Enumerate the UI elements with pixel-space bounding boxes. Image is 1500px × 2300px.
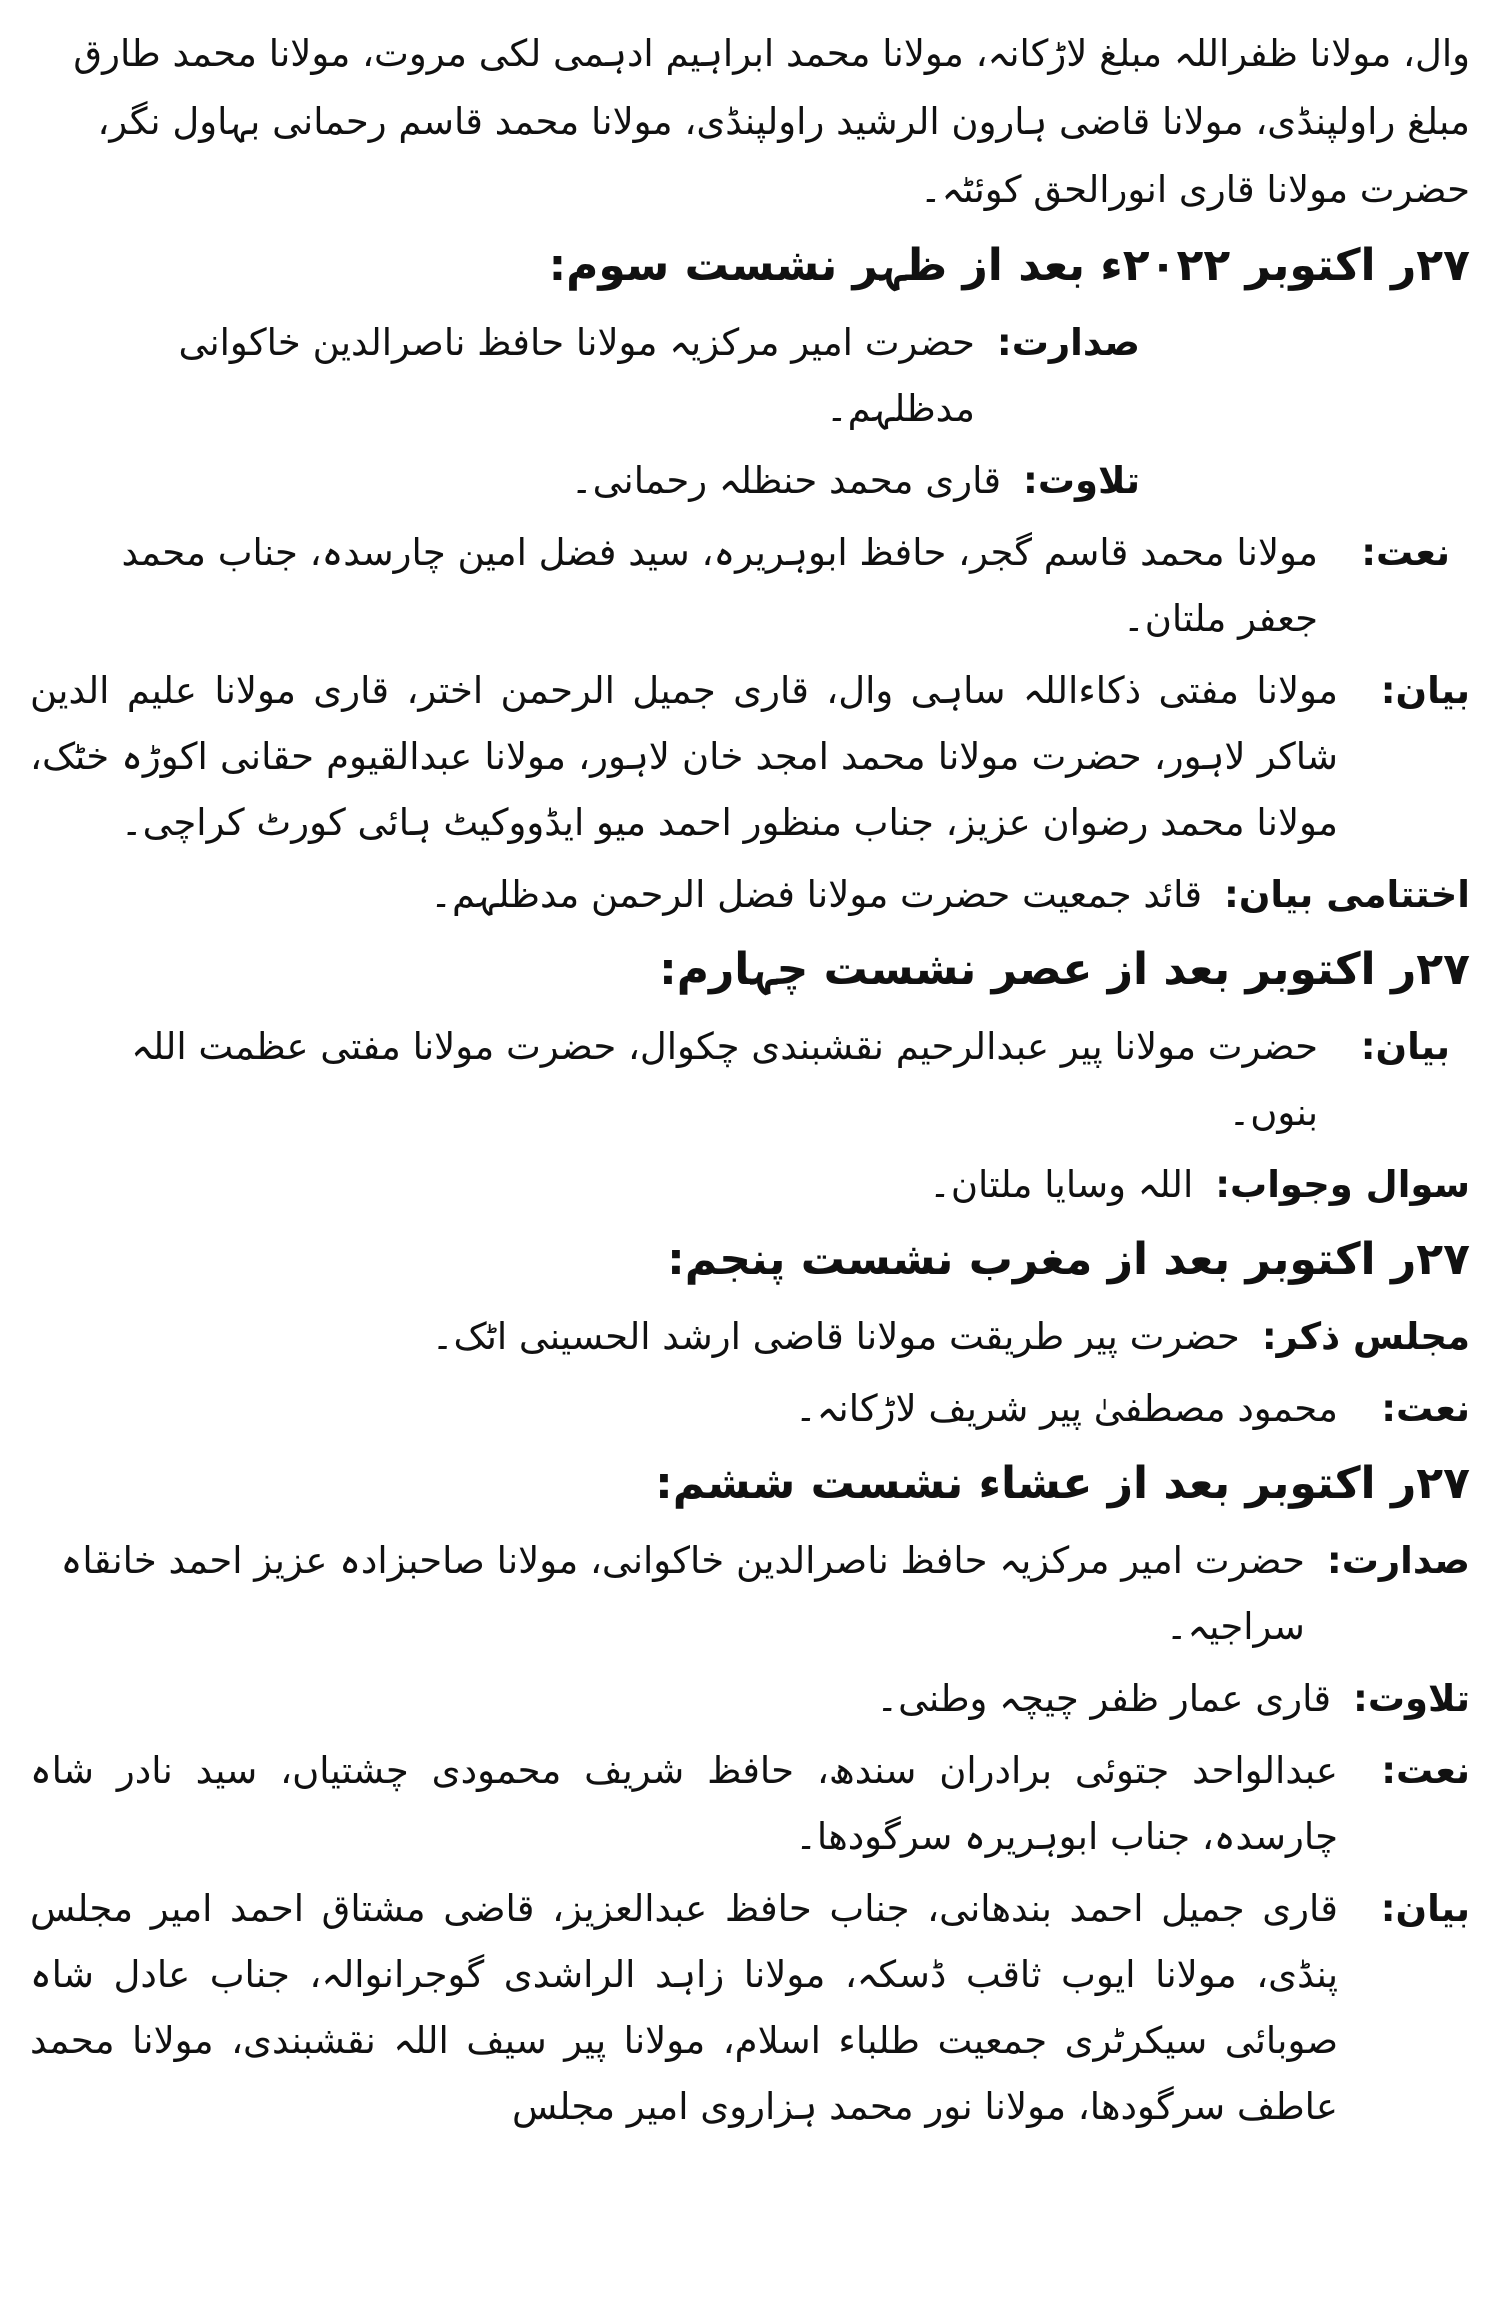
session-6-recitation-text: قاری عمار ظفر چیچہ وطنی۔ (876, 1677, 1332, 1720)
session-4-speech-text: حضرت مولانا پیر عبدالرحیم نقشبندی چکوال، حضرت مولانا مفتی عظمت اللہ بنوں۔ (131, 1025, 1318, 1134)
session-3-closing-speech-row (30, 862, 1470, 928)
session-6-naat-label: نعت: (1381, 1749, 1470, 1792)
session-3-presidency-row (30, 310, 1470, 442)
session-6-speech-text: قاری جمیل احمد بندھانی، جناب حافظ عبدالعزیز، قاضی مشتاق احمد امیر مجلس پنڈی، مولانا ایوب ثاقب ڈسکہ، مولانا زاہد الراشدی گوجرانوالہ، جناب عادل شاہ صوبائی سیکرٹری جمعیت طلباء اسلام، مولانا پیر سیف اللہ نقشبندی، مولانا محمد عاطف سرگودھا، مولانا نور محمد ہزاروی امیر مجلس (30, 1887, 1338, 2128)
session-5-dhikr-label: مجلس ذکر: (1261, 1315, 1470, 1358)
session-3-closing-speech-label: اختتامی بیان: (1224, 873, 1470, 916)
session-6-heading: ۲۷ر اکتوبر بعد از عشاء نشست ششم: (655, 1458, 1470, 1509)
document-page (30, 20, 1470, 2280)
session-4-qa-label: سوال وجواب: (1215, 1163, 1470, 1206)
session-6-presidency-text: حضرت امیر مرکزیہ حافظ ناصرالدین خاکوانی، مولانا صاحبزادہ عزیز احمد خانقاہ سراجیہ۔ (60, 1539, 1305, 1648)
session-5-section (30, 1230, 1470, 1442)
session-6-naat-text: عبدالواحد جتوئی برادران سندھ، حافظ شریف محمودی چشتیاں، سید نادر شاہ چارسدہ، جناب ابوہریرہ سرگودھا۔ (30, 1749, 1338, 1858)
session-3-naat-label: نعت: (1361, 531, 1450, 574)
intro-paragraph: وال، مولانا ظفراللہ مبلغ لاڑکانہ، مولانا محمد ابراہیم ادہمی لکی مروت، مولانا محمد طارق مبلغ راولپنڈی، مولانا قاضی ہارون الرشید راولپنڈی، مولانا محمد قاسم رحمانی بہاول نگر، حضرت مولانا قاری انورالحق کوئٹہ۔ (73, 32, 1470, 211)
session-6-speech-label: بیان: (1380, 1887, 1470, 1930)
session-3-recitation-text: قاری محمد حنظلہ رحمانی۔ (570, 459, 1002, 502)
session-3-section (30, 236, 1470, 928)
session-3-closing-speech-text: قائد جمعیت حضرت مولانا فضل الرحمن مدظلہم۔ (430, 873, 1203, 916)
session-5-heading: ۲۷ر اکتوبر بعد از مغرب نشست پنجم: (667, 1234, 1470, 1285)
session-4-section (30, 940, 1470, 1218)
session-4-qa-row (30, 1152, 1470, 1218)
session-4-heading: ۲۷ر اکتوبر بعد از عصر نشست چہارم: (659, 944, 1470, 995)
session-6-naat-row (30, 1738, 1470, 1870)
session-3-presidency-label: صدارت: (996, 321, 1140, 364)
session-4-qa-text: اللہ وسایا ملتان۔ (929, 1163, 1194, 1206)
session-5-dhikr-text: حضرت پیر طریقت مولانا قاضی ارشد الحسینی اٹک۔ (431, 1315, 1240, 1358)
session-3-recitation-label: تلاوت: (1023, 459, 1140, 502)
session-6-presidency-label: صدارت: (1326, 1539, 1470, 1582)
session-3-recitation-row (30, 448, 1470, 514)
session-6-speech-row (30, 1876, 1470, 2140)
session-3-presidency-text: حضرت امیر مرکزیہ مولانا حافظ ناصرالدین خاکوانی مدظلہم۔ (178, 321, 975, 430)
session-3-speech-label: بیان: (1380, 669, 1470, 712)
session-3-naat-text: مولانا محمد قاسم گجر، حافظ ابوہریرہ، سید فضل امین چارسدہ، جناب محمد جعفر ملتان۔ (121, 531, 1318, 640)
session-4-speech-label: بیان: (1360, 1025, 1450, 1068)
session-6-section (30, 1454, 1470, 2140)
session-4-speech-row (30, 1014, 1470, 1146)
session-5-naat-row (30, 1376, 1470, 1442)
session-6-presidency-row (30, 1528, 1470, 1660)
session-3-speech-text: مولانا مفتی ذکاءاللہ ساہی وال، قاری جمیل الرحمن اختر، قاری مولانا علیم الدین شاکر لاہور، حضرت مولانا محمد امجد خان لاہور، مولانا عبدالقیوم حقانی اکوڑہ خٹک، مولانا محمد رضوان عزیز، جناب منظور احمد میو ایڈووکیٹ ہائی کورٹ کراچی۔ (30, 669, 1338, 844)
session-3-naat-row (30, 520, 1470, 652)
session-6-recitation-label: تلاوت: (1353, 1677, 1470, 1720)
session-5-naat-label: نعت: (1381, 1387, 1470, 1430)
session-6-recitation-row (30, 1666, 1470, 1732)
session-5-naat-text: محمود مصطفیٰ پیر شریف لاڑکانہ۔ (795, 1387, 1338, 1430)
session-3-heading: ۲۷ر اکتوبر ۲۰۲۲ء بعد از ظہر نشست سوم: (548, 240, 1470, 291)
session-5-dhikr-row (30, 1304, 1470, 1370)
session-3-speech-row (30, 658, 1470, 856)
